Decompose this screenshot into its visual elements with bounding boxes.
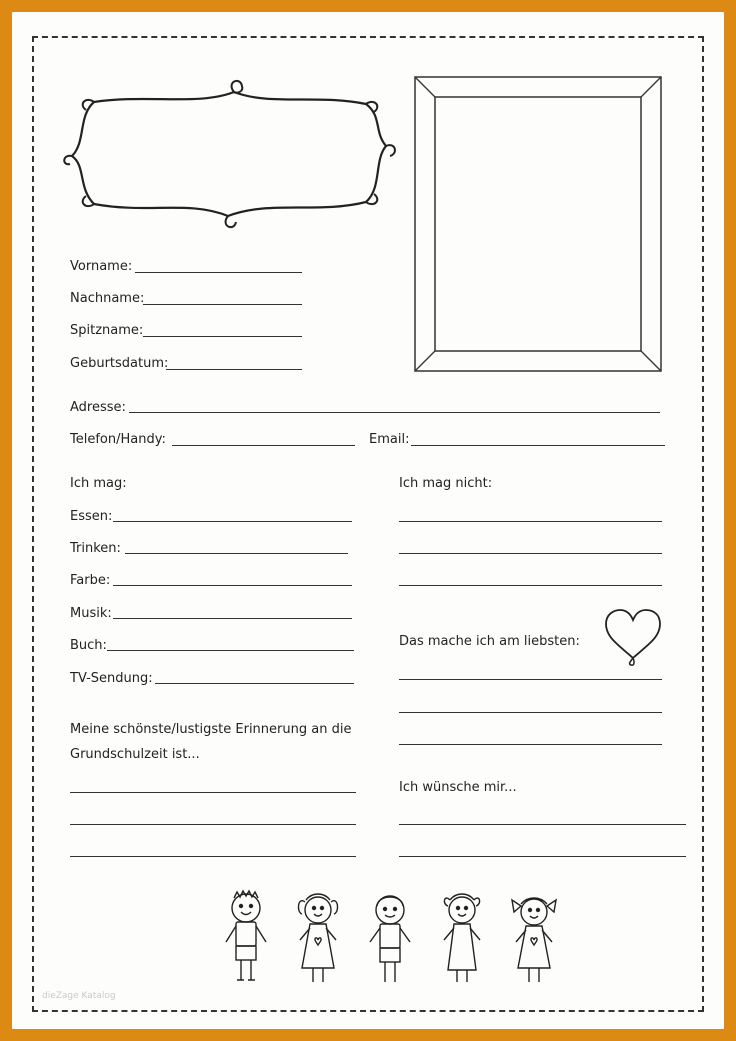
- birthdate-label: Geburtsdatum:: [70, 356, 169, 371]
- food-line[interactable]: [113, 521, 352, 522]
- book-label: Buch:: [70, 638, 107, 653]
- wishes-line-2[interactable]: [399, 856, 686, 857]
- photo-frame-icon: [414, 76, 662, 372]
- drink-label: Trinken:: [70, 541, 121, 556]
- girl-figure-icon: [298, 894, 337, 982]
- tv-label: TV-Sendung:: [70, 671, 153, 686]
- phone-line[interactable]: [172, 445, 355, 446]
- watermark: dieZage Katalog: [42, 991, 116, 1001]
- girl-figure-icon: [444, 894, 480, 982]
- phone-label: Telefon/Handy:: [70, 432, 166, 447]
- wishes-heading: Ich wünsche mir...: [399, 780, 517, 795]
- email-label: Email:: [369, 432, 410, 447]
- nickname-line[interactable]: [143, 336, 302, 337]
- girl-figure-icon: [512, 898, 556, 982]
- memory-line-1[interactable]: [70, 792, 356, 793]
- first-name-line[interactable]: [135, 272, 302, 273]
- dislikes-line-1[interactable]: [399, 521, 662, 522]
- food-label: Essen:: [70, 509, 113, 524]
- color-label: Farbe:: [70, 573, 111, 588]
- favorite-line-2[interactable]: [399, 712, 662, 713]
- last-name-label: Nachname:: [70, 291, 145, 306]
- birthdate-line[interactable]: [166, 369, 302, 370]
- boy-figure-icon: [226, 891, 266, 980]
- tv-line[interactable]: [155, 683, 354, 684]
- email-line[interactable]: [411, 445, 665, 446]
- favorite-heading: Das mache ich am liebsten:: [399, 634, 580, 649]
- boy-figure-icon: [370, 896, 410, 982]
- dislikes-line-3[interactable]: [399, 585, 662, 586]
- address-label: Adresse:: [70, 400, 126, 415]
- memory-line-3[interactable]: [70, 856, 356, 857]
- music-label: Musik:: [70, 606, 112, 621]
- wishes-line-1[interactable]: [399, 824, 686, 825]
- first-name-label: Vorname:: [70, 259, 133, 274]
- memory-line-2[interactable]: [70, 824, 356, 825]
- friendship-sheet: [12, 12, 724, 1029]
- address-line[interactable]: [129, 412, 660, 413]
- memory-prompt-line-2: Grundschulzeit ist...: [70, 747, 200, 762]
- likes-heading: Ich mag:: [70, 476, 127, 491]
- music-line[interactable]: [113, 618, 352, 619]
- favorite-line-1[interactable]: [399, 679, 662, 680]
- last-name-line[interactable]: [143, 304, 302, 305]
- drink-line[interactable]: [125, 553, 348, 554]
- dislikes-line-2[interactable]: [399, 553, 662, 554]
- nickname-label: Spitzname:: [70, 323, 144, 338]
- children-illustration-icon: [216, 884, 562, 994]
- memory-prompt-line-1: Meine schönste/lustigste Erinnerung an die: [70, 722, 352, 737]
- book-line[interactable]: [107, 650, 354, 651]
- ornate-name-frame-icon: [56, 76, 402, 232]
- heart-icon: [602, 608, 664, 666]
- color-line[interactable]: [113, 585, 352, 586]
- favorite-line-3[interactable]: [399, 744, 662, 745]
- dislikes-heading: Ich mag nicht:: [399, 476, 493, 491]
